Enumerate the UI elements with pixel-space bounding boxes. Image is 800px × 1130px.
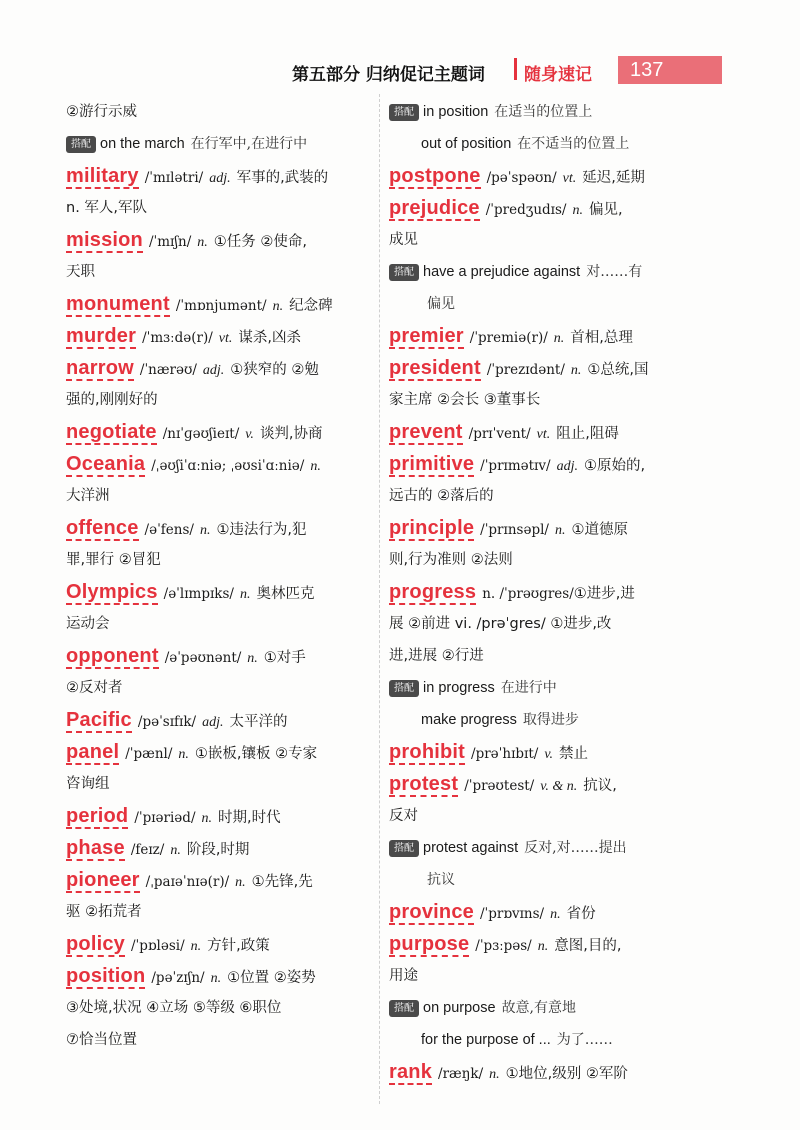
dictionary-entry xyxy=(66,640,372,672)
continuation-text: 成见 xyxy=(389,232,418,248)
phonetic: /prɪˈvent/ xyxy=(468,426,531,442)
part-of-speech: n. xyxy=(572,203,583,218)
part-of-speech: vt. xyxy=(562,171,577,186)
header-separator xyxy=(514,58,517,80)
collocation-meaning: 故意,有意地 xyxy=(501,1000,577,1016)
dictionary-entry xyxy=(389,896,689,928)
headword: panel xyxy=(66,741,120,763)
definition: 奥林匹克 xyxy=(256,586,315,602)
left-column xyxy=(66,96,372,1056)
collocation xyxy=(389,832,689,864)
collocation xyxy=(389,992,689,1024)
phonetic: /prəˈhɪbɪt/ xyxy=(471,746,539,762)
continuation-text: n. 军人,军队 xyxy=(66,200,148,216)
dictionary-entry xyxy=(66,352,372,384)
headword: offence xyxy=(66,517,139,539)
phonetic: /nɪˈɡəʊʃieɪt/ xyxy=(162,426,240,442)
continuation-text: 运动会 xyxy=(66,616,110,632)
collocation-phrase: have a prejudice against xyxy=(423,264,581,280)
collocation-phrase: in progress xyxy=(423,680,495,696)
definition: ①位置 ②姿势 xyxy=(227,970,316,986)
collocation-tag: 搭配 xyxy=(389,840,419,857)
continuation-text: ②游行示威 xyxy=(66,104,137,120)
dictionary-entry xyxy=(389,160,689,192)
phonetic: /əˈlɪmpɪks/ xyxy=(163,586,234,602)
continuation-text: ②反对者 xyxy=(66,680,123,696)
dictionary-entry xyxy=(66,800,372,832)
phonetic: n. /ˈprəʊgres/ xyxy=(482,586,574,602)
continuation-text: 大洋洲 xyxy=(66,488,110,504)
headword: premier xyxy=(389,325,464,347)
headword: purpose xyxy=(389,933,470,955)
headword: monument xyxy=(66,293,170,315)
collocation xyxy=(389,1024,689,1056)
definition: ①对手 xyxy=(263,650,306,666)
line-text xyxy=(389,640,689,672)
continuation-text: 展 ②前进 vi. /prəˈgres/ ①进步,改 xyxy=(389,616,612,632)
headword: opponent xyxy=(66,645,159,667)
line-text xyxy=(389,960,689,992)
phonetic: /feɪz/ xyxy=(130,842,165,858)
line-text xyxy=(66,768,372,800)
section-title: 第五部分 归纳促记主题词 xyxy=(292,65,485,85)
collocation xyxy=(389,672,689,704)
continuation-text: 进,进展 ②行进 xyxy=(389,648,484,664)
headword: principle xyxy=(389,517,475,539)
phonetic: /ˈprezɪdənt/ xyxy=(486,362,565,378)
definition: ①地位,级别 ②军阶 xyxy=(505,1066,628,1082)
collocation xyxy=(389,96,689,128)
headword: postpone xyxy=(389,165,481,187)
collocation-meaning: 在适当的位置上 xyxy=(494,104,593,120)
part-of-speech: n. xyxy=(553,331,565,346)
continuation-text: 则,行为准则 ②法则 xyxy=(389,552,513,568)
dictionary-entry xyxy=(389,576,689,608)
dictionary-entry xyxy=(66,224,372,256)
headword: province xyxy=(389,901,474,923)
definition: 时期,时代 xyxy=(218,810,281,826)
collocation-phrase: on purpose xyxy=(423,1000,496,1016)
definition: 谈判,协商 xyxy=(259,426,323,442)
collocation xyxy=(66,128,372,160)
line-text xyxy=(389,384,689,416)
headword: prevent xyxy=(389,421,463,443)
dictionary-entry xyxy=(389,928,689,960)
definition: ①总统,国 xyxy=(587,362,649,378)
headword: prohibit xyxy=(389,741,466,763)
headword: primitive xyxy=(389,453,475,475)
phonetic: /ˌəʊʃiˈɑːniə; ˌəʊsiˈɑːniə/ xyxy=(151,458,305,474)
page-header xyxy=(0,56,800,88)
dictionary-entry xyxy=(389,192,689,224)
phonetic: /ˈmɪlətri/ xyxy=(144,170,204,186)
headword: period xyxy=(66,805,129,827)
line-text xyxy=(66,992,372,1024)
phonetic: /ræŋk/ xyxy=(438,1066,484,1082)
dictionary-entry xyxy=(389,736,689,768)
headword: president xyxy=(389,357,481,379)
continuation-text: 用途 xyxy=(389,968,418,984)
definition: 延迟,延期 xyxy=(582,170,645,186)
part-of-speech: vt. xyxy=(218,331,233,346)
part-of-speech: n. xyxy=(489,1067,500,1082)
headword: progress xyxy=(389,581,477,603)
phonetic: /ˈpɒləsi/ xyxy=(131,938,185,954)
headword: murder xyxy=(66,325,137,347)
definition: 抗议, xyxy=(583,778,617,794)
part-of-speech: v. xyxy=(245,427,254,442)
definition: 纪念碑 xyxy=(289,298,333,314)
line-text xyxy=(389,800,689,832)
part-of-speech: n. xyxy=(554,523,566,538)
phonetic: /ˈnærəʊ/ xyxy=(139,362,197,378)
part-of-speech: vt. xyxy=(536,427,551,442)
continuation-text: 抗议 xyxy=(427,872,455,888)
headword: phase xyxy=(66,837,125,859)
definition: ①嵌板,镶板 ②专家 xyxy=(194,746,318,762)
dictionary-entry xyxy=(66,928,372,960)
headword: Pacific xyxy=(66,709,132,731)
dictionary-entry xyxy=(66,288,372,320)
phonetic: /ˈmɒnjumənt/ xyxy=(175,298,267,314)
continuation-text: 罪,罪行 ②冒犯 xyxy=(66,552,161,568)
definition: 禁止 xyxy=(559,746,589,762)
collocation-meaning: 在行军中,在进行中 xyxy=(190,136,308,152)
phonetic: /ˈpɪəriəd/ xyxy=(134,810,196,826)
continuation-text: 偏见 xyxy=(427,296,455,312)
part-of-speech: n. xyxy=(550,907,561,922)
headword: position xyxy=(66,965,146,987)
definition: 太平洋的 xyxy=(229,714,288,730)
collocation-meaning: 对……有 xyxy=(586,264,643,280)
phonetic: /ˈpɜːpəs/ xyxy=(475,938,532,954)
page-number: 137 xyxy=(630,59,664,81)
headword: policy xyxy=(66,933,125,955)
part-of-speech: n. xyxy=(247,651,258,666)
line-text_indent xyxy=(389,288,689,320)
part-of-speech: n. xyxy=(199,523,211,538)
part-of-speech: adj. xyxy=(209,171,231,186)
phonetic: /ˈprəʊtest/ xyxy=(464,778,535,794)
collocation-meaning: 取得进步 xyxy=(522,712,579,728)
collocation-tag: 搭配 xyxy=(66,136,96,153)
dictionary-entry xyxy=(66,704,372,736)
collocation-phrase: for the purpose of ... xyxy=(421,1032,551,1048)
dictionary-entry xyxy=(389,1056,689,1088)
definition: ①道德原 xyxy=(571,522,628,538)
phonetic: /ˈpremiə(r)/ xyxy=(469,330,548,346)
dictionary-entry xyxy=(66,160,372,192)
line-text xyxy=(66,192,372,224)
continuation-text: 反对 xyxy=(389,808,418,824)
phonetic: /ˈprɒvɪns/ xyxy=(479,906,545,922)
dictionary-entry xyxy=(66,416,372,448)
part-of-speech: v. & n. xyxy=(540,779,578,794)
collocation-meaning: 在不适当的位置上 xyxy=(517,136,630,152)
phonetic: /ˈpænl/ xyxy=(125,746,173,762)
line-text xyxy=(66,256,372,288)
line-text xyxy=(389,224,689,256)
line-text xyxy=(389,608,689,640)
continuation-text: 远古的 ②落后的 xyxy=(389,488,494,504)
collocation-phrase: protest against xyxy=(423,840,519,856)
part-of-speech: n. xyxy=(210,971,222,986)
dictionary-entry xyxy=(66,512,372,544)
collocation xyxy=(389,704,689,736)
collocation-meaning: 反对,对……提出 xyxy=(524,840,627,856)
definition: 军事的,武装的 xyxy=(236,170,329,186)
part-of-speech: n. xyxy=(197,235,208,250)
continuation-text: ⑦恰当位置 xyxy=(66,1032,137,1048)
collocation-meaning: 为了…… xyxy=(556,1032,613,1048)
definition: ①先锋,先 xyxy=(251,874,313,890)
headword: negotiate xyxy=(66,421,157,443)
headword: narrow xyxy=(66,357,134,379)
collocation-phrase: in position xyxy=(423,104,489,120)
definition: ①原始的, xyxy=(583,458,646,474)
part-of-speech: n. xyxy=(537,939,549,954)
column-divider xyxy=(379,94,380,1104)
definition: 阶段,时期 xyxy=(186,842,250,858)
part-of-speech: n. xyxy=(272,299,284,314)
definition: 谋杀,凶杀 xyxy=(238,330,301,346)
phonetic: /pəˈzɪʃn/ xyxy=(151,970,205,986)
definition: 首相,总理 xyxy=(570,330,633,346)
line-text xyxy=(66,96,372,128)
line-text_indent xyxy=(389,864,689,896)
collocation-meaning: 在进行中 xyxy=(500,680,557,696)
phonetic: /ˈprɪnsəpl/ xyxy=(480,522,549,538)
phonetic: /ˈprɪmətɪv/ xyxy=(480,458,551,474)
definition: 方针,政策 xyxy=(207,938,270,954)
phonetic: /ˌpaɪəˈnɪə(r)/ xyxy=(145,874,230,890)
dictionary-entry xyxy=(389,512,689,544)
dictionary-entry xyxy=(389,320,689,352)
part-of-speech: n. xyxy=(190,939,202,954)
dictionary-entry xyxy=(389,416,689,448)
line-text xyxy=(66,896,372,928)
line-text xyxy=(66,384,372,416)
continuation-text: 强的,刚刚好的 xyxy=(66,392,158,408)
phonetic: /ˈmɜːdə(r)/ xyxy=(142,330,213,346)
part-of-speech: n. xyxy=(235,875,246,890)
headword: prejudice xyxy=(389,197,480,219)
collocation-tag: 搭配 xyxy=(389,1000,419,1017)
headword: rank xyxy=(389,1061,433,1083)
dictionary-entry xyxy=(66,320,372,352)
part-of-speech: n. xyxy=(239,587,251,602)
collocation-tag: 搭配 xyxy=(389,264,419,281)
phonetic: /əˈpəʊnənt/ xyxy=(164,650,242,666)
collocation-phrase: make progress xyxy=(421,712,517,728)
dictionary-entry xyxy=(389,768,689,800)
dictionary-entry xyxy=(66,448,372,480)
continuation-text: 驱 ②拓荒者 xyxy=(66,904,142,920)
headword: pioneer xyxy=(66,869,140,891)
part-of-speech: n. xyxy=(310,459,321,474)
dictionary-entry xyxy=(66,576,372,608)
part-of-speech: n. xyxy=(201,811,212,826)
line-text xyxy=(66,608,372,640)
definition: 阻止,阻碍 xyxy=(556,426,619,442)
collocation-tag: 搭配 xyxy=(389,104,419,121)
definition: 偏见, xyxy=(588,202,623,218)
definition: ①违法行为,犯 xyxy=(216,522,307,538)
line-text xyxy=(66,480,372,512)
line-text xyxy=(66,672,372,704)
phonetic: /pəˈsɪfɪk/ xyxy=(137,714,197,730)
line-text xyxy=(389,480,689,512)
dictionary-entry xyxy=(66,864,372,896)
collocation-phrase: on the march xyxy=(100,136,185,152)
continuation-text: 咨询组 xyxy=(66,776,110,792)
definition: ①任务 ②使命, xyxy=(213,234,307,250)
collocation-phrase: out of position xyxy=(421,136,512,152)
dictionary-entry xyxy=(389,352,689,384)
part-of-speech: n. xyxy=(170,843,181,858)
collocation xyxy=(389,128,689,160)
phonetic: /əˈfens/ xyxy=(144,522,194,538)
line-text xyxy=(389,544,689,576)
part-of-speech: v. xyxy=(544,747,554,762)
part-of-speech: adj. xyxy=(202,715,224,730)
definition: ①狭窄的 ②勉 xyxy=(230,362,319,378)
part-of-speech: adj. xyxy=(556,459,578,474)
dictionary-entry xyxy=(66,736,372,768)
part-of-speech: adj. xyxy=(202,363,225,378)
headword: Oceania xyxy=(66,453,146,475)
phonetic: /ˈpredʒudɪs/ xyxy=(485,202,567,218)
phonetic: /ˈmɪʃn/ xyxy=(148,234,192,250)
continuation-text: 天职 xyxy=(66,264,95,280)
part-of-speech: n. xyxy=(570,363,582,378)
right-column xyxy=(389,96,689,1088)
headword: mission xyxy=(66,229,143,251)
continuation-text: 家主席 ②会长 ③董事长 xyxy=(389,392,541,408)
headword: Olympics xyxy=(66,581,158,603)
dictionary-entry xyxy=(66,832,372,864)
definition: 意图,目的, xyxy=(554,938,622,954)
dictionary-entry xyxy=(66,960,372,992)
line-text xyxy=(66,544,372,576)
line-text xyxy=(66,1024,372,1056)
dictionary-entry xyxy=(389,448,689,480)
headword: military xyxy=(66,165,139,187)
headword: protest xyxy=(389,773,459,795)
collocation-tag: 搭配 xyxy=(389,680,419,697)
continuation-text: ③处境,状况 ④立场 ⑤等级 ⑥职位 xyxy=(66,1000,282,1016)
definition: 省份 xyxy=(566,906,596,922)
part-of-speech: n. xyxy=(178,747,189,762)
phonetic: /pəˈspəʊn/ xyxy=(486,170,557,186)
collocation xyxy=(389,256,689,288)
definition: ①进步,进 xyxy=(573,586,635,602)
book-brand: 随身速记 xyxy=(524,65,592,85)
